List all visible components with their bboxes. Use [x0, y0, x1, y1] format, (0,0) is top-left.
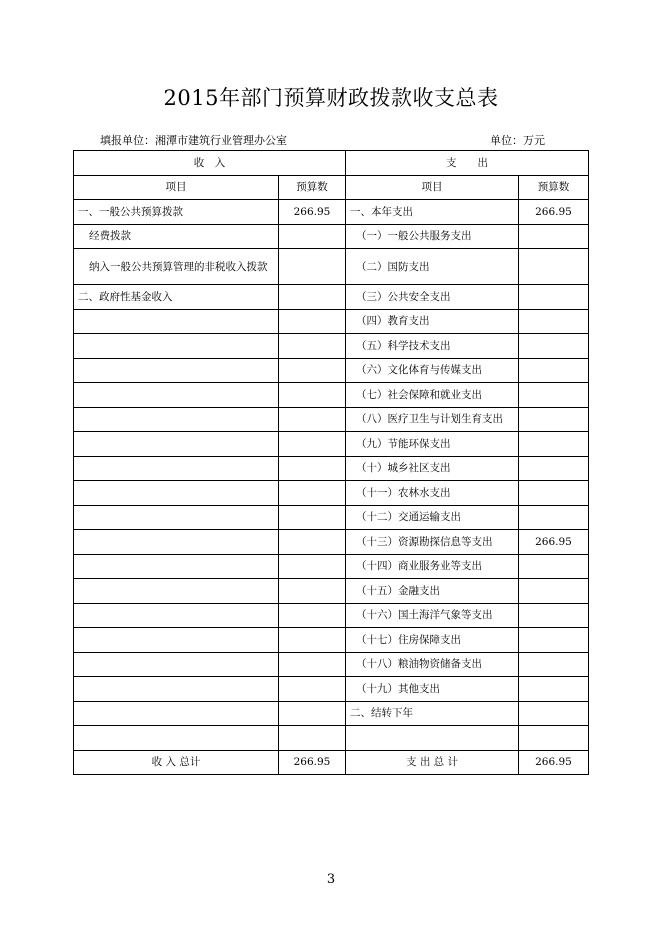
- income-budget-cell: [279, 677, 346, 702]
- income-item-cell: [74, 603, 279, 628]
- page-number: 3: [326, 872, 336, 887]
- income-item-cell: [74, 456, 279, 481]
- table-row: [74, 554, 589, 579]
- expense-budget-cell: 266.95: [519, 200, 589, 225]
- income-item-cell: [74, 481, 279, 506]
- income-budget-cell: [279, 432, 346, 457]
- income-budget-cell: 266.95: [279, 200, 346, 225]
- expense-budget-cell: 266.95: [519, 530, 589, 555]
- income-budget-cell: [279, 334, 346, 359]
- expense-budget-cell: [519, 554, 589, 579]
- expense-budget-header: 预算数: [519, 175, 589, 200]
- table-row: [74, 505, 589, 530]
- expense-budget-cell: [519, 224, 589, 249]
- expense-item-cell: （十四）商业服务业等支出: [346, 554, 519, 579]
- table-row: [74, 249, 589, 285]
- document-title: 2015年部门预算财政拨款收支总表: [163, 86, 499, 110]
- income-total-label: 收 入 总计: [74, 750, 279, 775]
- income-item-cell: [74, 726, 279, 751]
- table-row: [74, 334, 589, 359]
- table-row: [74, 652, 589, 677]
- income-item-cell: [74, 334, 279, 359]
- income-item-cell: [74, 432, 279, 457]
- table-row: [74, 726, 589, 751]
- income-budget-header: 预算数: [279, 175, 346, 200]
- totals-row: [74, 750, 589, 775]
- expense-budget-cell: [519, 481, 589, 506]
- expense-budget-cell: [519, 358, 589, 383]
- expense-budget-cell: [519, 249, 589, 285]
- table-row: [74, 579, 589, 604]
- table-row: [74, 603, 589, 628]
- expense-item-cell: （十九）其他支出: [346, 677, 519, 702]
- expense-budget-cell: [519, 677, 589, 702]
- expense-item-cell: （十二）交通运输支出: [346, 505, 519, 530]
- expense-item-cell: （十）城乡社区支出: [346, 456, 519, 481]
- expense-item-cell: （二）国防支出: [346, 249, 519, 285]
- expense-item-cell: （九）节能环保支出: [346, 432, 519, 457]
- table-row: [74, 285, 589, 310]
- table-row: [74, 309, 589, 334]
- table-row: [74, 628, 589, 653]
- expense-item-cell: （四）教育支出: [346, 309, 519, 334]
- table-row: [74, 358, 589, 383]
- expense-budget-cell: [519, 701, 589, 726]
- income-budget-cell: [279, 383, 346, 408]
- income-item-cell: 二、政府性基金收入: [74, 285, 279, 310]
- section-header-row: [74, 151, 589, 176]
- expense-total-label: 支 出 总 计: [346, 750, 519, 775]
- currency-unit: 单位：万元: [490, 134, 545, 147]
- expense-budget-cell: [519, 285, 589, 310]
- expense-header: 支 出: [346, 151, 589, 176]
- income-item-cell: [74, 505, 279, 530]
- income-item-cell: [74, 701, 279, 726]
- expense-budget-cell: [519, 456, 589, 481]
- expense-item-cell: （十五）金融支出: [346, 579, 519, 604]
- expense-budget-cell: [519, 726, 589, 751]
- expense-item-cell: （一）一般公共服务支出: [346, 224, 519, 249]
- income-item-cell: [74, 407, 279, 432]
- income-budget-cell: [279, 249, 346, 285]
- table-row: [74, 481, 589, 506]
- income-item-cell: [74, 677, 279, 702]
- table-row: [74, 200, 589, 225]
- expense-item-cell: （十一）农林水支出: [346, 481, 519, 506]
- expense-item-cell: （十三）资源勘探信息等支出: [346, 530, 519, 555]
- table-row: [74, 224, 589, 249]
- table-row: [74, 456, 589, 481]
- income-item-cell: 经费拨款: [74, 224, 279, 249]
- expense-budget-cell: [519, 309, 589, 334]
- expense-budget-cell: [519, 603, 589, 628]
- table-row: [74, 701, 589, 726]
- expense-budget-cell: [519, 383, 589, 408]
- expense-item-cell: （六）文化体育与传媒支出: [346, 358, 519, 383]
- expense-budget-cell: [519, 628, 589, 653]
- expense-budget-cell: [519, 579, 589, 604]
- income-item-cell: [74, 579, 279, 604]
- income-header: 收 入: [74, 151, 346, 176]
- income-budget-cell: [279, 358, 346, 383]
- expense-item-header: 项目: [346, 175, 519, 200]
- income-budget-cell: [279, 224, 346, 249]
- income-item-cell: [74, 628, 279, 653]
- expense-item-cell: （八）医疗卫生与计划生育支出: [346, 407, 519, 432]
- table-row: [74, 383, 589, 408]
- expense-budget-cell: [519, 334, 589, 359]
- expense-item-cell: （七）社会保障和就业支出: [346, 383, 519, 408]
- income-total-value: 266.95: [279, 750, 346, 775]
- income-item-cell: [74, 652, 279, 677]
- income-item-cell: [74, 383, 279, 408]
- income-item-cell: [74, 530, 279, 555]
- column-header-row: [74, 175, 589, 200]
- income-budget-cell: [279, 701, 346, 726]
- income-budget-cell: [279, 309, 346, 334]
- income-budget-cell: [279, 726, 346, 751]
- income-item-cell: [74, 554, 279, 579]
- expense-item-cell: （十六）国土海洋气象等支出: [346, 603, 519, 628]
- table-row: [74, 677, 589, 702]
- expense-item-cell: 一、本年支出: [346, 200, 519, 225]
- expense-item-cell: [346, 726, 519, 751]
- table-row: [74, 432, 589, 457]
- income-budget-cell: [279, 628, 346, 653]
- expense-budget-cell: [519, 407, 589, 432]
- income-budget-cell: [279, 505, 346, 530]
- income-item-cell: 纳入一般公共预算管理的非税收入拨款: [74, 249, 279, 285]
- expense-item-cell: （十八）粮油物资储备支出: [346, 652, 519, 677]
- expense-item-cell: （五）科学技术支出: [346, 334, 519, 359]
- table-row: [74, 530, 589, 555]
- income-item-cell: [74, 358, 279, 383]
- reporting-unit: 填报单位：湘潭市建筑行业管理办公室: [100, 134, 287, 147]
- income-budget-cell: [279, 579, 346, 604]
- income-budget-cell: [279, 530, 346, 555]
- income-item-header: 项目: [74, 175, 279, 200]
- income-item-cell: [74, 309, 279, 334]
- budget-table: [73, 150, 589, 775]
- expense-item-cell: （三）公共安全支出: [346, 285, 519, 310]
- table-row: [74, 407, 589, 432]
- income-budget-cell: [279, 603, 346, 628]
- income-item-cell: 一、一般公共预算拨款: [74, 200, 279, 225]
- expense-budget-cell: [519, 505, 589, 530]
- expense-budget-cell: [519, 432, 589, 457]
- income-budget-cell: [279, 285, 346, 310]
- expense-item-cell: 二、结转下年: [346, 701, 519, 726]
- income-budget-cell: [279, 554, 346, 579]
- expense-total-value: 266.95: [519, 750, 589, 775]
- income-budget-cell: [279, 652, 346, 677]
- income-budget-cell: [279, 407, 346, 432]
- expense-budget-cell: [519, 652, 589, 677]
- income-budget-cell: [279, 481, 346, 506]
- expense-item-cell: （十七）住房保障支出: [346, 628, 519, 653]
- income-budget-cell: [279, 456, 346, 481]
